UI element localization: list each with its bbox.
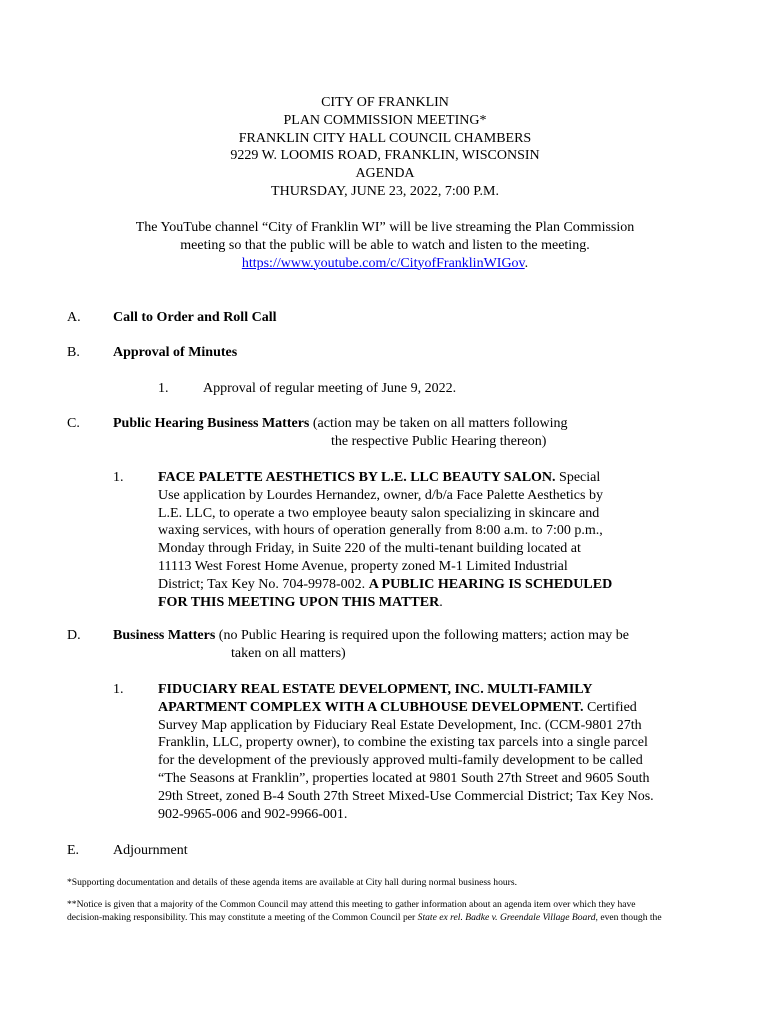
section-d-title: Business Matters [113,628,216,643]
section-b-title: Approval of Minutes [113,345,238,360]
section-d-letter: D. [67,628,81,643]
item-text: District; Tax Key No. 704-9978-002. [158,576,369,592]
section-e-letter: E. [67,843,80,858]
header-address: 9229 W. LOOMIS ROAD, FRANKLIN, WISCONSIN [230,148,540,164]
agenda-header [0,94,770,201]
section-c-title: Public Hearing Business Matters [113,416,310,431]
item-line: 902-9965-006 and 902-9966-001. [158,806,348,822]
public-hearing-notice: FOR THIS MEETING UPON THIS MATTER [158,594,440,610]
item-line: 29th Street, zoned B-4 South 27th Street Mixed-Use Commercial District; Tax Key Nos. [158,788,654,804]
section-b-item-number: 1. [158,381,169,396]
section-c-item-number: 1. [113,470,124,485]
section-d-item-number: 1. [113,682,124,697]
item-title: APARTMENT COMPLEX WITH A CLUBHOUSE DEVELOPMENT. [158,699,584,715]
header-city: CITY OF FRANKLIN [321,95,449,110]
item-title: FIDUCIARY REAL ESTATE DEVELOPMENT, INC. MULTI-FAMILY [158,682,593,697]
item-text: Special [555,470,601,485]
section-c-letter: C. [67,416,80,431]
header-venue: FRANKLIN CITY HALL COUNCIL CHAMBERS [238,130,532,146]
item-line: 11113 West Forest Home Avenue, property zoned M-1 Limited Industrial [158,558,568,574]
item-line: Monday through Friday, in Suite 220 of the multi-tenant building located at [158,541,581,557]
public-hearing-notice: A PUBLIC HEARING IS SCHEDULED [368,576,613,592]
footnote-supporting-docs: *Supporting documentation and details of these agenda items are available at City hall during normal business hours. [67,877,518,888]
section-c-heading [113,415,568,433]
link-period: . [524,255,529,271]
header-doc-type: AGENDA [355,166,415,182]
header-date: THURSDAY, JUNE 23, 2022, 7:00 P.M. [271,183,499,199]
item-line: Franklin, LLC, property owner), to combine the existing tax parcels into a single parcel [158,735,648,751]
header-meeting: PLAN COMMISSION MEETING* [283,112,487,128]
item-text: Certified [583,699,637,715]
section-b-item-text: Approval of regular meeting of June 9, 2022. [203,381,457,396]
item-line [158,594,612,612]
footnote-council-notice-line2 [67,911,662,924]
stream-notice-link-line [0,255,770,273]
item-title: FACE PALETTE AESTHETICS BY L.E. LLC BEAUTY SALON. [158,470,556,485]
section-d-item [158,681,654,823]
section-a-letter: A. [67,310,81,325]
stream-notice-line1: The YouTube channel “City of Franklin WI” will be live streaming the Plan Commission [135,220,635,235]
section-e-title: Adjournment [113,843,188,858]
stream-notice [0,219,770,272]
item-line: for the development of the previously approved multi-family development to be called [158,753,643,769]
section-b-letter: B. [67,345,80,360]
item-line: “The Seasons at Franklin”, properties located at 9801 South 27th Street and 9605 South [158,770,650,786]
item-line [158,699,654,717]
item-line [158,469,612,487]
section-c-note-line2: the respective Public Hearing thereon) [331,434,547,449]
section-c-note-line1: (action may be taken on all matters following [309,416,568,431]
footnote-text: , even though the [595,912,662,923]
item-line: L.E. LLC, to operate a two employee beauty salon specializing in skincare and [158,505,600,521]
item-line: Survey Map application by Fiduciary Real Estate Development, Inc. (CCM-9801 27th [158,717,642,733]
item-line [158,576,612,594]
section-d-note-line1: (no Public Hearing is required upon the following matters; action may be [215,628,629,643]
item-line: Use application by Lourdes Hernandez, owner, d/b/a Face Palette Aesthetics by [158,487,603,503]
section-d-note-line2: taken on all matters) [231,646,346,661]
section-d-heading [113,627,629,645]
case-citation: State ex rel. Badke v. Greendale Village Board [417,912,596,923]
footnote-council-notice-line1: **Notice is given that a majority of the Common Council may attend this meeting to gather information about an agenda item over which they have [67,899,636,910]
item-line: waxing services, with hours of operation generally from 8:00 a.m. to 7:00 p.m., [158,523,603,539]
section-a-title: Call to Order and Roll Call [113,310,277,325]
item-text: . [439,594,443,610]
footnote-text: decision-making responsibility. This may constitute a meeting of the Common Council per [67,912,418,923]
stream-notice-line2: meeting so that the public will be able to watch and listen to the meeting. [180,237,590,253]
section-c-item [158,469,612,611]
youtube-channel-link[interactable]: https://www.youtube.com/c/CityofFranklinWIGov [241,255,525,271]
